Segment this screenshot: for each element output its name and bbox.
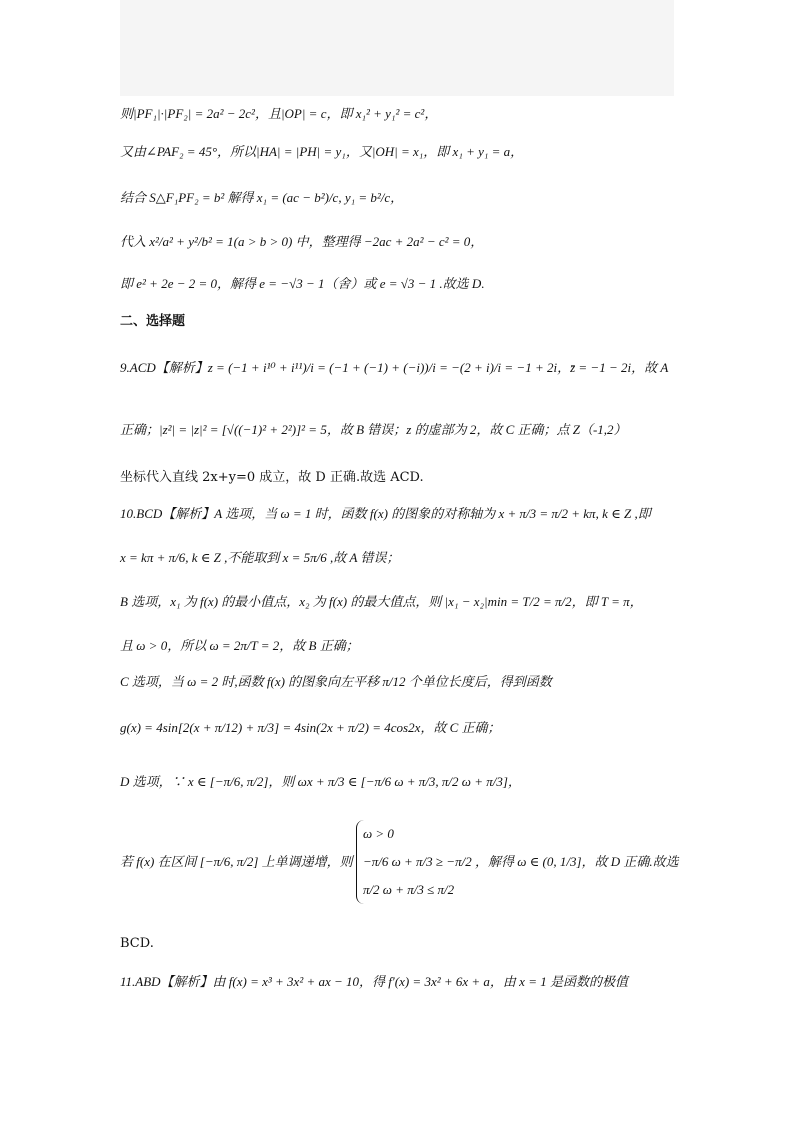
system-row-2: −π/6 ω + π/3 ≥ −π/2 (362, 854, 472, 869)
text-line-4: 代入 x²/a² + y²/b² = 1(a > b > 0) 中，整理得 −2ac + 2a² − c² = 0， (120, 234, 484, 249)
text-line-17-lead: 若 f(x) 在区间 [−π/6, π/2] 上单调递增，则 (120, 854, 353, 869)
text-line-1: 则|PF₁|·|PF₂| = 2a² − 2c²，且|OP| = c，即 x₁² + y₁² = c²， (120, 106, 438, 121)
system-row-3: π/2 ω + π/3 ≤ π/2 (362, 882, 455, 897)
section-heading: 二、选择题 (120, 314, 186, 329)
text-line-13: 且 ω > 0，所以 ω = 2π/T = 2，故 B 正确； (120, 638, 359, 653)
text-line-18: BCD. (120, 936, 154, 951)
text-line-11: x = kπ + π/6, k ∈ Z ,不能取到 x = 5π/6 ,故 A 错误； (120, 550, 400, 565)
text-line-7: 9.ACD【解析】z = (−1 + i¹⁰ + i¹¹)/i = (−1 + (−1) + (−i))/i = −(2 + i)/i = −1 + 2i，z̄ = −1 − 2i，故 A (120, 360, 669, 375)
text-line-17 (120, 820, 679, 924)
text-line-8: 正确；|z²| = |z|² = [√((−1)² + 2²)]² = 5，故 B 错误；z 的虚部为 2，故 C 正确；点 Z（-1,2） (120, 422, 627, 437)
text-line-9: 坐标代入直线 2x+y=0 成立，故 D 正确.故选 ACD. (120, 470, 424, 485)
text-line-14: C 选项，当 ω = 2 时,函数 f(x) 的图象向左平移 π/12 个单位长度后，得到函数 (120, 674, 552, 689)
system-row-1: ω > 0 (362, 826, 394, 841)
text-line-19: 11.ABD【解析】由 f(x) = x³ + 3x² + ax − 10，得 f′(x) = 3x² + 6x + a，由 x = 1 是函数的极值 (120, 974, 628, 989)
text-line-10: 10.BCD【解析】A 选项，当 ω = 1 时，函数 f(x) 的图象的对称轴为 x + π/3 = π/2 + kπ, k ∈ Z ,即 (120, 506, 651, 521)
text-line-15: g(x) = 4sin[2(x + π/12) + π/3] = 4sin(2x + π/2) = 4cos2x，故 C 正确； (120, 720, 501, 735)
text-line-5: 即 e² + 2e − 2 = 0，解得 e = −√3 − 1（舍）或 e = √3 − 1 .故选 D. (120, 276, 485, 291)
text-line-17-tail: ，解得 ω ∈ (0, 1/3]，故 D 正确.故选 (474, 854, 679, 869)
inequality-system (356, 820, 472, 904)
header-band (120, 0, 674, 96)
text-line-2: 又由∠PAF₂ = 45°，所以|HA| = |PH| = y₁，又|OH| = x₁，即 x₁ + y₁ = a， (120, 144, 524, 159)
text-line-16: D 选项，∵ x ∈ [−π/6, π/2]，则 ωx + π/3 ∈ [−π/6 ω + π/3, π/2 ω + π/3]， (120, 774, 521, 789)
text-line-3: 结合 S△F₁PF₂ = b² 解得 x₁ = (ac − b²)/c, y₁ = b²/c， (120, 190, 404, 205)
text-line-12: B 选项，x₁ 为 f(x) 的最小值点，x₂ 为 f(x) 的最大值点，则 |x₁ − x₂|min = T/2 = π/2，即 T = π， (120, 594, 643, 609)
